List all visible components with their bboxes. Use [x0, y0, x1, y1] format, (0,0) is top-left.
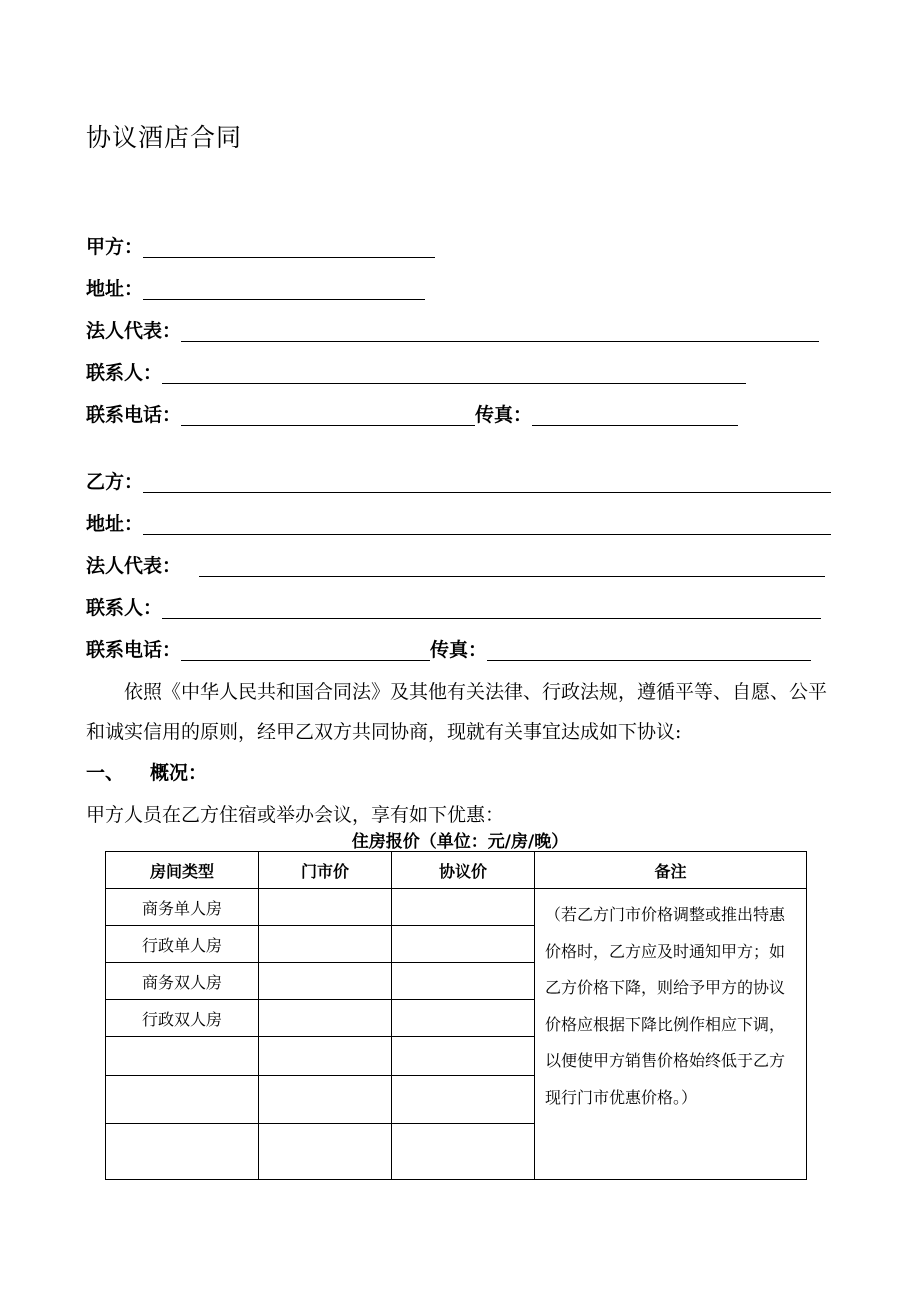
party-b-contact-label: 联系人：: [86, 597, 163, 619]
party-a-address-label: 地址：: [86, 278, 144, 300]
rack-rate-cell[interactable]: [259, 1000, 392, 1037]
room-type-cell: 商务单人房: [106, 889, 259, 926]
party-a-legal-rep-row: [86, 314, 819, 344]
room-type-cell: 行政单人房: [106, 926, 259, 963]
room-price-table: [105, 851, 807, 1180]
party-a-address-blank[interactable]: [143, 275, 425, 300]
rack-rate-cell[interactable]: [259, 926, 392, 963]
rack-rate-cell[interactable]: [259, 1124, 392, 1180]
room-type-cell: 行政双人房: [106, 1000, 259, 1037]
party-a-contact-row: [86, 356, 746, 386]
rack-rate-cell[interactable]: [259, 963, 392, 1000]
party-a-phone-row: [86, 398, 738, 428]
party-a-name-label: 甲方：: [86, 236, 144, 258]
table-caption: 住房报价（单位：元/房/晚）: [351, 832, 569, 852]
party-b-fax-blank[interactable]: [487, 636, 811, 661]
document-title: 协议酒店合同: [86, 123, 243, 152]
agreed-rate-cell[interactable]: [392, 963, 535, 1000]
party-b-name-blank[interactable]: [143, 468, 831, 493]
agreed-rate-cell[interactable]: [392, 1124, 535, 1180]
header-agreed-rate: 协议价: [392, 852, 535, 889]
preamble-paragraph: 依照《中华人民共和国合同法》及其他有关法律、行政法规，遵循平等、自愿、公平和诚实信用的原则，经甲乙双方共同协商，现就有关事宜达成如下协议:: [86, 681, 828, 743]
party-a-legal-rep-label: 法人代表：: [86, 320, 182, 342]
rack-rate-cell[interactable]: [259, 1037, 392, 1076]
agreed-rate-cell[interactable]: [392, 926, 535, 963]
section-1-number: 一、: [86, 762, 125, 784]
party-a-phone-blank[interactable]: [181, 401, 475, 426]
party-b-name-label: 乙方：: [86, 471, 144, 493]
party-b-address-blank[interactable]: [143, 510, 831, 535]
party-a-address-row: [86, 272, 425, 302]
section-1-title: 概况：: [150, 762, 208, 784]
party-b-address-label: 地址：: [86, 513, 144, 535]
party-b-legal-rep-blank[interactable]: [199, 552, 825, 577]
header-rack-rate: 门市价: [259, 852, 392, 889]
party-b-legal-rep-row: [86, 549, 825, 579]
rack-rate-cell[interactable]: [259, 889, 392, 926]
party-a-fax-blank[interactable]: [532, 401, 738, 426]
section-1-heading: [86, 758, 207, 785]
section-1-intro: 甲方人员在乙方住宿或举办会议，享有如下优惠：: [86, 804, 505, 826]
agreed-rate-cell[interactable]: [392, 1037, 535, 1076]
agreed-rate-cell[interactable]: [392, 1076, 535, 1124]
header-room-type: 房间类型: [106, 852, 259, 889]
rack-rate-cell[interactable]: [259, 1076, 392, 1124]
party-b-legal-rep-label: 法人代表：: [86, 555, 182, 577]
agreed-rate-cell[interactable]: [392, 889, 535, 926]
party-b-address-row: [86, 507, 831, 537]
party-b-name-row: [86, 465, 831, 495]
party-a-fax-label: 传真：: [475, 404, 533, 426]
agreed-rate-cell[interactable]: [392, 1000, 535, 1037]
party-a-name-blank[interactable]: [143, 233, 435, 258]
party-a-name-row: [86, 230, 435, 260]
party-a-contact-blank[interactable]: [162, 359, 746, 384]
party-b-contact-blank[interactable]: [162, 594, 821, 619]
party-b-phone-blank[interactable]: [181, 636, 430, 661]
table-header-row: [106, 852, 807, 889]
party-b-phone-row: [86, 633, 811, 663]
party-a-phone-label: 联系电话：: [86, 404, 182, 426]
room-type-cell: 商务双人房: [106, 963, 259, 1000]
party-b-fax-label: 传真：: [430, 639, 488, 661]
party-b-phone-label: 联系电话：: [86, 639, 182, 661]
room-type-cell[interactable]: [106, 1076, 259, 1124]
room-type-cell[interactable]: [106, 1037, 259, 1076]
party-a-contact-label: 联系人：: [86, 362, 163, 384]
party-a-legal-rep-blank[interactable]: [181, 317, 819, 342]
room-type-cell[interactable]: [106, 1124, 259, 1180]
party-b-contact-row: [86, 591, 821, 621]
remarks-cell: （若乙方门市价格调整或推出特惠价格时，乙方应及时通知甲方；如乙方价格下降，则给予甲方的协议价格应根据下降比例作相应下调，以便使甲方销售价格始终低于乙方现行门市优惠价格。）: [535, 889, 807, 1180]
header-remarks: 备注: [535, 852, 807, 889]
table-row: [106, 889, 807, 926]
